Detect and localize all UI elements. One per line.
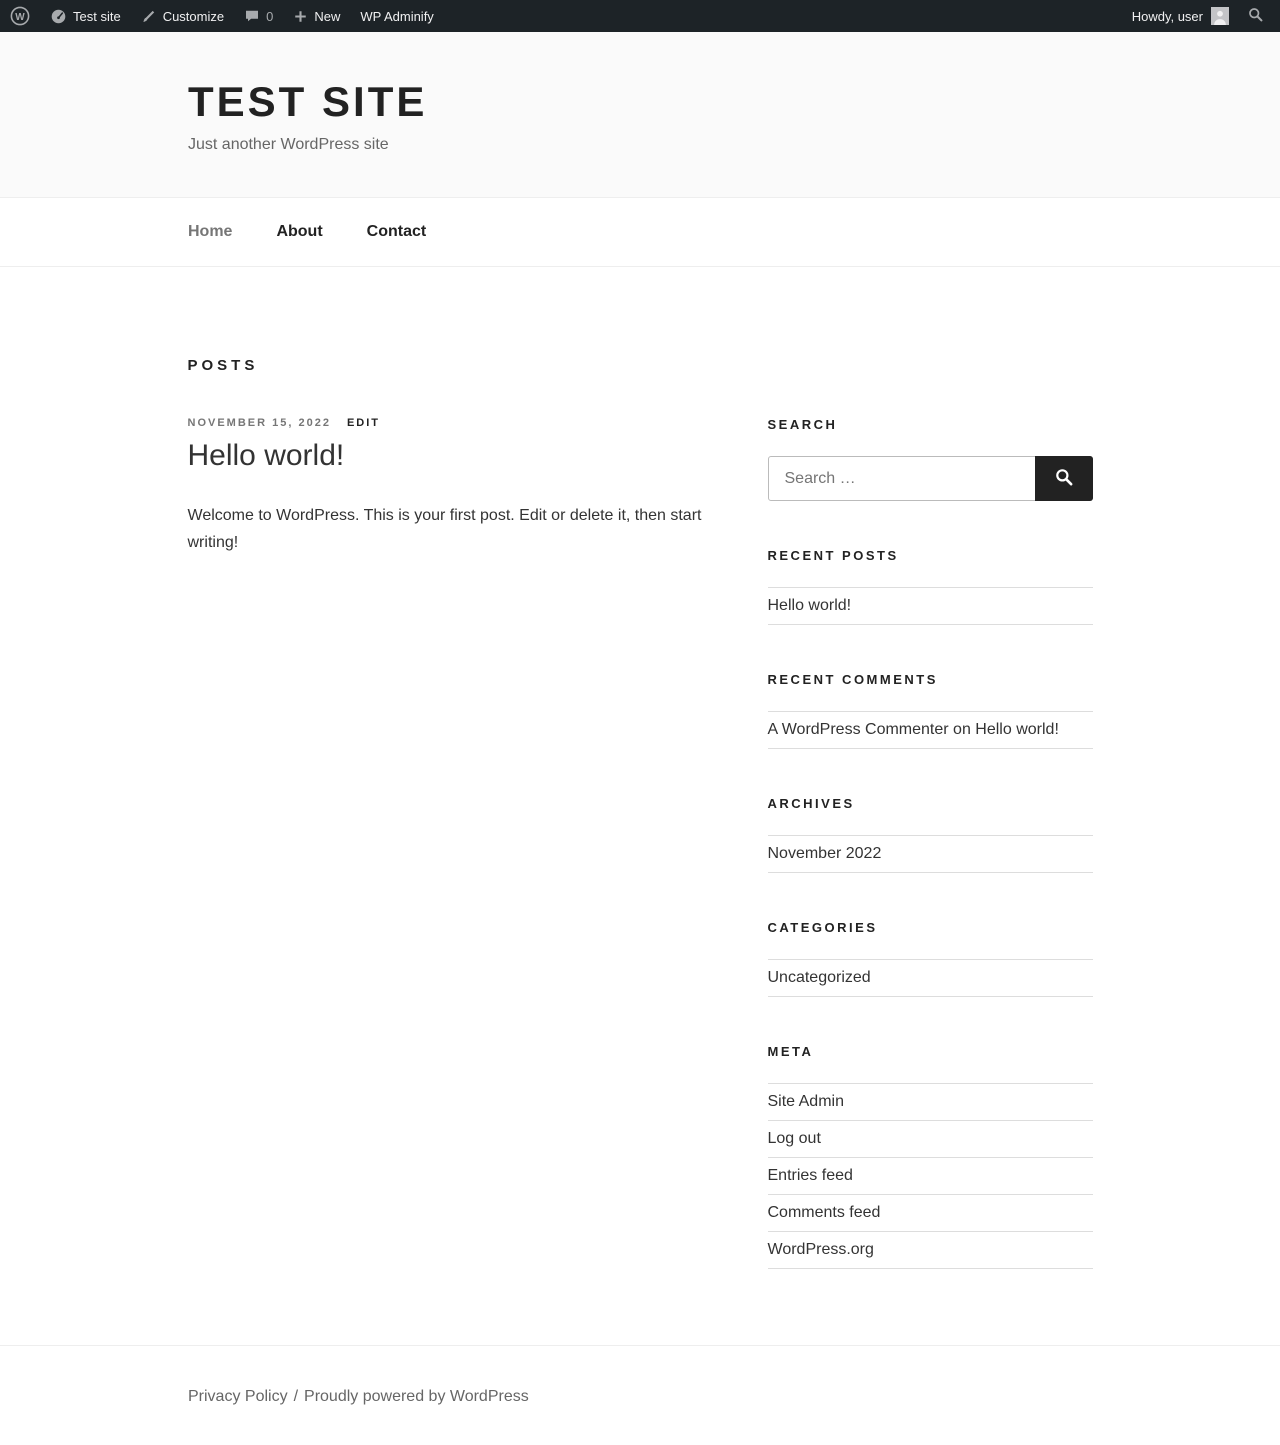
admin-search-icon bbox=[1247, 6, 1264, 26]
admin-bar-search-button[interactable] bbox=[1237, 6, 1270, 26]
wp-adminify-label: WP Adminify bbox=[360, 8, 434, 24]
meta-item-site-admin bbox=[768, 1084, 1093, 1121]
post-meta bbox=[188, 417, 741, 429]
recent-posts-title: RECENT POSTS bbox=[767, 548, 899, 563]
user-avatar bbox=[1211, 7, 1229, 25]
categories-title: CATEGORIES bbox=[767, 920, 878, 935]
site-title-link[interactable]: TEST SITE bbox=[188, 78, 428, 125]
new-label: New bbox=[314, 8, 341, 24]
comment-post-link[interactable]: Hello world! bbox=[975, 721, 1059, 738]
site-admin-link[interactable]: Site Admin bbox=[767, 1093, 844, 1110]
nav-item-contact[interactable]: Contact bbox=[366, 223, 427, 240]
content-area bbox=[188, 267, 1093, 1416]
howdy-label: Howdy, user bbox=[1131, 8, 1203, 24]
posts-list bbox=[188, 417, 741, 1316]
privacy-policy-link[interactable]: Privacy Policy bbox=[188, 1388, 288, 1405]
comment-author-link[interactable]: A WordPress Commenter bbox=[767, 721, 949, 738]
comments-button[interactable] bbox=[234, 0, 283, 32]
site-name-label: Test site bbox=[73, 8, 121, 24]
meta-item-comments-feed bbox=[768, 1195, 1093, 1232]
recent-comments-title: RECENT COMMENTS bbox=[767, 672, 938, 687]
archives-widget bbox=[768, 796, 1093, 873]
meta-item-wordpress-org bbox=[768, 1232, 1093, 1269]
post-date-link[interactable]: NOVEMBER 15, 2022 bbox=[187, 417, 331, 429]
category-link[interactable]: Uncategorized bbox=[767, 969, 871, 986]
wordpress-org-link[interactable]: WordPress.org bbox=[767, 1241, 874, 1258]
log-out-link[interactable]: Log out bbox=[767, 1130, 821, 1147]
post-excerpt: Welcome to WordPress. This is your first post. Edit or delete it, then start writing! bbox=[187, 507, 702, 551]
site-footer bbox=[0, 1345, 1280, 1445]
wordpress-menu-button[interactable] bbox=[0, 0, 40, 32]
comments-bubble-icon bbox=[244, 8, 260, 24]
meta-widget bbox=[768, 1044, 1093, 1269]
recent-post-link[interactable]: Hello world! bbox=[767, 597, 852, 614]
footer-separator: / bbox=[293, 1388, 299, 1405]
customize-label: Customize bbox=[162, 8, 225, 24]
my-account-button[interactable] bbox=[1124, 7, 1237, 25]
recent-posts-widget bbox=[768, 548, 1093, 625]
plus-icon bbox=[293, 9, 308, 24]
nav-item-about[interactable]: About bbox=[276, 223, 323, 240]
site-tagline: Just another WordPress site bbox=[188, 136, 389, 153]
post-article bbox=[188, 417, 741, 556]
recent-post-item bbox=[768, 588, 1093, 625]
powered-by-link[interactable]: Proudly powered by WordPress bbox=[304, 1388, 529, 1405]
meta-title: META bbox=[767, 1044, 814, 1059]
archive-link[interactable]: November 2022 bbox=[767, 845, 882, 862]
entries-feed-link[interactable]: Entries feed bbox=[767, 1167, 853, 1184]
primary-navigation bbox=[0, 198, 1280, 267]
wp-admin-bar bbox=[0, 0, 1280, 32]
search-magnifier-icon bbox=[1053, 466, 1075, 491]
admin-bar-left bbox=[0, 0, 444, 32]
new-content-button[interactable] bbox=[283, 0, 350, 32]
categories-widget bbox=[768, 920, 1093, 997]
post-title-link[interactable]: Hello world! bbox=[187, 439, 345, 472]
meta-item-log-out bbox=[768, 1121, 1093, 1158]
search-widget-title: SEARCH bbox=[767, 417, 838, 432]
search-submit-button[interactable] bbox=[1035, 456, 1093, 501]
wp-adminify-menu[interactable] bbox=[350, 0, 443, 32]
post-edit-link[interactable]: EDIT bbox=[346, 417, 380, 429]
dashboard-gauge-icon bbox=[50, 8, 67, 25]
recent-comments-widget bbox=[768, 672, 1093, 749]
comments-feed-link[interactable]: Comments feed bbox=[767, 1204, 881, 1221]
site-header bbox=[0, 32, 1280, 198]
comment-connector: on bbox=[953, 721, 971, 738]
sidebar bbox=[768, 417, 1093, 1316]
wordpress-logo-icon bbox=[10, 6, 30, 26]
customize-brush-icon bbox=[141, 8, 157, 24]
category-item bbox=[768, 960, 1093, 997]
archive-item bbox=[768, 836, 1093, 873]
meta-item-entries-feed bbox=[768, 1158, 1093, 1195]
comments-count: 0 bbox=[266, 8, 274, 24]
nav-item-home[interactable]: Home bbox=[188, 223, 233, 240]
page-title: POSTS bbox=[187, 357, 259, 374]
search-form bbox=[768, 456, 1093, 501]
search-widget bbox=[768, 417, 1093, 501]
admin-bar-right bbox=[1124, 0, 1270, 32]
svg-text:W: W bbox=[15, 12, 25, 23]
recent-comment-item bbox=[768, 712, 1093, 749]
customize-button[interactable] bbox=[131, 0, 234, 32]
archives-title: ARCHIVES bbox=[767, 796, 855, 811]
admin-bar-site-name[interactable] bbox=[40, 0, 131, 32]
